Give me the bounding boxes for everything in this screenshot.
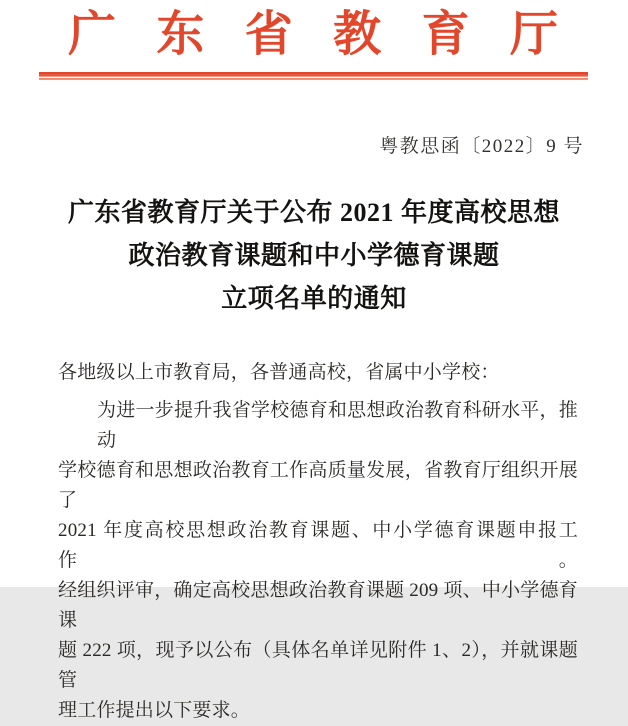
title-line-1: 广东省教育厅关于公布 2021 年度高校思想 [67, 198, 560, 227]
agency-char: 厅 [509, 8, 558, 61]
body-line: 经组织评审，确定高校思想政治教育课题 209 项、中小学德育课 [58, 580, 578, 631]
agency-char: 广 [68, 8, 117, 61]
body-line: 为进一步提升我省学校德育和思想政治教育科研水平，推动 [97, 400, 578, 451]
agency-char: 教 [333, 8, 382, 61]
agency-char: 东 [156, 8, 205, 61]
body-line: 学校德育和思想政治教育工作高质量发展，省教育厅组织开展了 [58, 460, 578, 511]
body-line: 题 222 项，现予以公布（具体名单详见附件 1、2），并就课题管 [58, 640, 578, 691]
body-line: 理工作提出以下要求。 [58, 700, 251, 721]
title-line-3: 立项名单的通知 [221, 284, 407, 313]
document-title [0, 191, 628, 320]
title-line-2: 政治教育课题和中小学德育课题 [128, 241, 500, 270]
body-line: 2021 年度高校思想政治教育课题、中小学德育课题申报工作。 [58, 520, 578, 571]
document-number: 粤教思函〔2022〕9 号 [379, 136, 584, 157]
agency-char: 省 [244, 8, 293, 61]
letterhead-rule [39, 72, 588, 80]
salutation-line: 各地级以上市教育局，各普通高校，省属中小学校： [58, 362, 500, 383]
document-body [58, 358, 578, 726]
agency-letterhead [68, 6, 558, 64]
agency-char: 育 [421, 8, 470, 61]
